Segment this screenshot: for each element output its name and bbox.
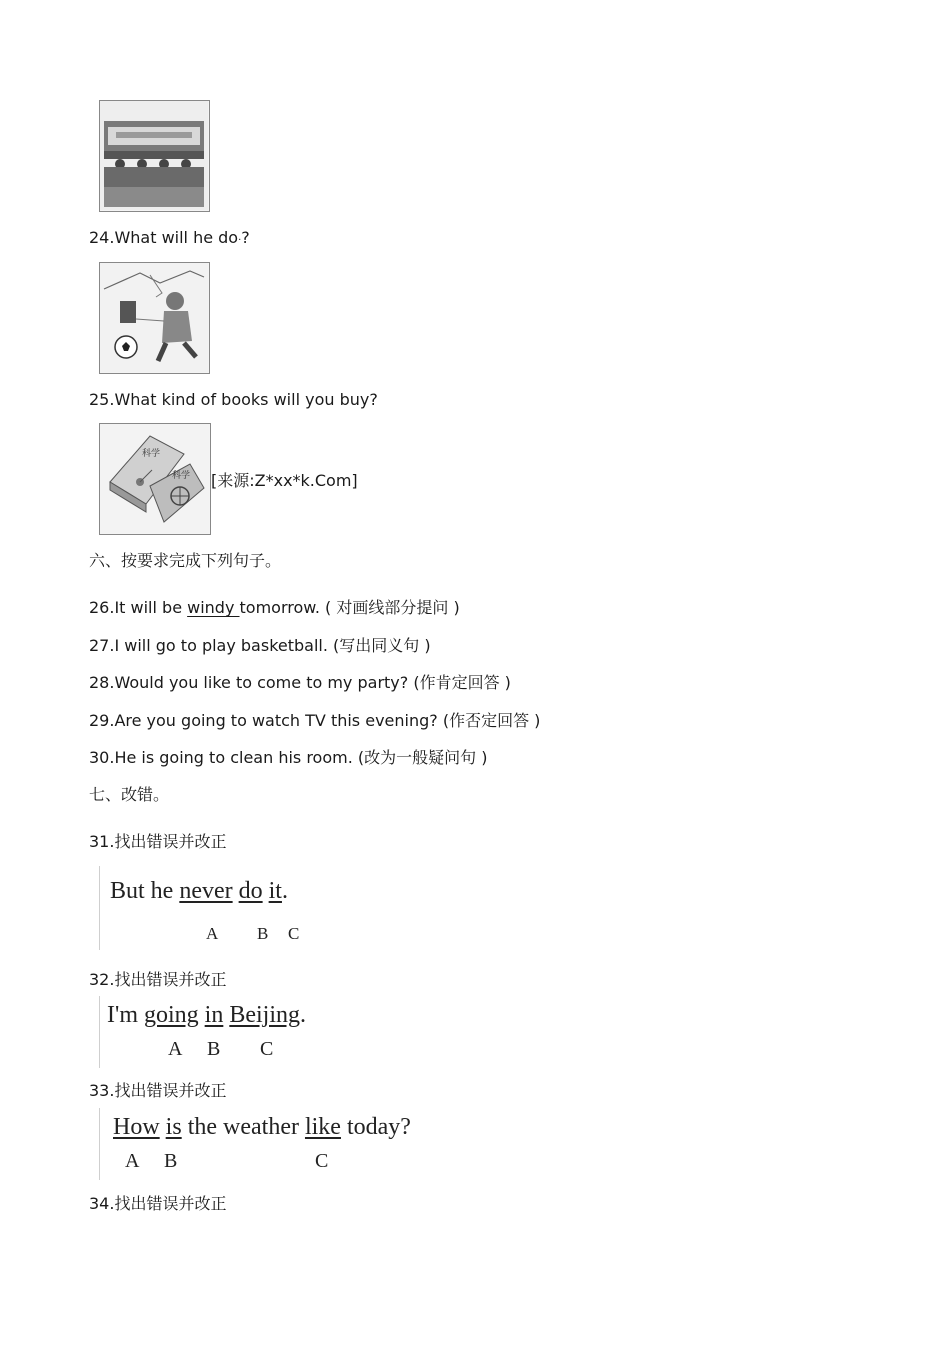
q32-option-c: Beijing [229,1002,300,1028]
q32-letter-b: B [207,1038,221,1060]
question-24-dot: · [238,235,242,246]
question-25: 25.What kind of books will you buy? [89,390,378,409]
section-7-heading: 七、改错。 [89,785,170,804]
question-26-suffix: tomorrow. ( 对画线部分提问 ) [239,598,460,617]
q32-option-a: going [143,1002,199,1028]
question-31-label: 31.找出错误并改正 [89,832,227,851]
question-24-qmark: ? [241,228,250,247]
question-33-sentence [113,1114,411,1141]
question-34-label: 34.找出错误并改正 [89,1194,227,1213]
q31-letter-a: A [206,924,219,943]
source-note: [来源:Z*xx*k.Com] [211,471,358,490]
stage-performance-image [99,100,210,212]
q33-option-b: is [165,1114,182,1140]
boy-playing-football-image [99,262,210,374]
question-24 [89,228,250,251]
q33-letter-b: B [164,1150,178,1172]
q33-letter-a: A [125,1150,140,1172]
question-32-sentence [107,1002,306,1029]
q31-letter-b: B [257,924,269,943]
svg-text:科学: 科学 [172,471,191,481]
question-27: 27.I will go to play basketball. (写出同义句 ) [89,636,431,655]
question-32-label: 32.找出错误并改正 [89,970,227,989]
q31-option-b: do [238,878,263,904]
question-26-prefix: 26.It will be [89,598,188,617]
q33-option-a: How [113,1114,160,1140]
question-28: 28.Would you like to come to my party? (作肯定回答 ) [89,673,511,692]
q33-letter-c: C [315,1150,329,1172]
q32-letter-a: A [168,1038,183,1060]
q31-period: . [281,878,288,904]
question-26-underlined: windy [187,598,240,617]
q31-option-a: never [179,878,233,904]
q33-option-c: like [304,1114,341,1140]
question-31-sentence-image [99,866,318,950]
q33-words-end: today? [340,1114,411,1140]
q32-letter-c: C [260,1038,274,1060]
question-31-sentence [110,878,288,905]
q33-words-middle: the weather [181,1114,305,1140]
question-33-label: 33.找出错误并改正 [89,1081,227,1100]
q31-word-1: But he [110,878,180,904]
q31-option-c: it [268,878,282,904]
question-26 [89,598,460,618]
question-30: 30.He is going to clean his room. (改为一般疑问句 ) [89,748,488,767]
svg-text:科学: 科学 [142,449,161,459]
question-29: 29.Are you going to watch TV this evening? (作否定回答 ) [89,711,541,730]
q32-period: . [300,1002,306,1028]
question-32-sentence-image [99,996,318,1068]
section-6-heading: 六、按要求完成下列句子。 [89,551,282,570]
science-books-image [99,423,211,535]
question-24-text: 24.What will he do [89,228,239,247]
question-33-sentence-image [99,1108,420,1180]
q32-option-b: in [204,1002,224,1028]
q31-letter-c: C [288,924,300,943]
q32-word-1: I'm [107,1002,144,1028]
